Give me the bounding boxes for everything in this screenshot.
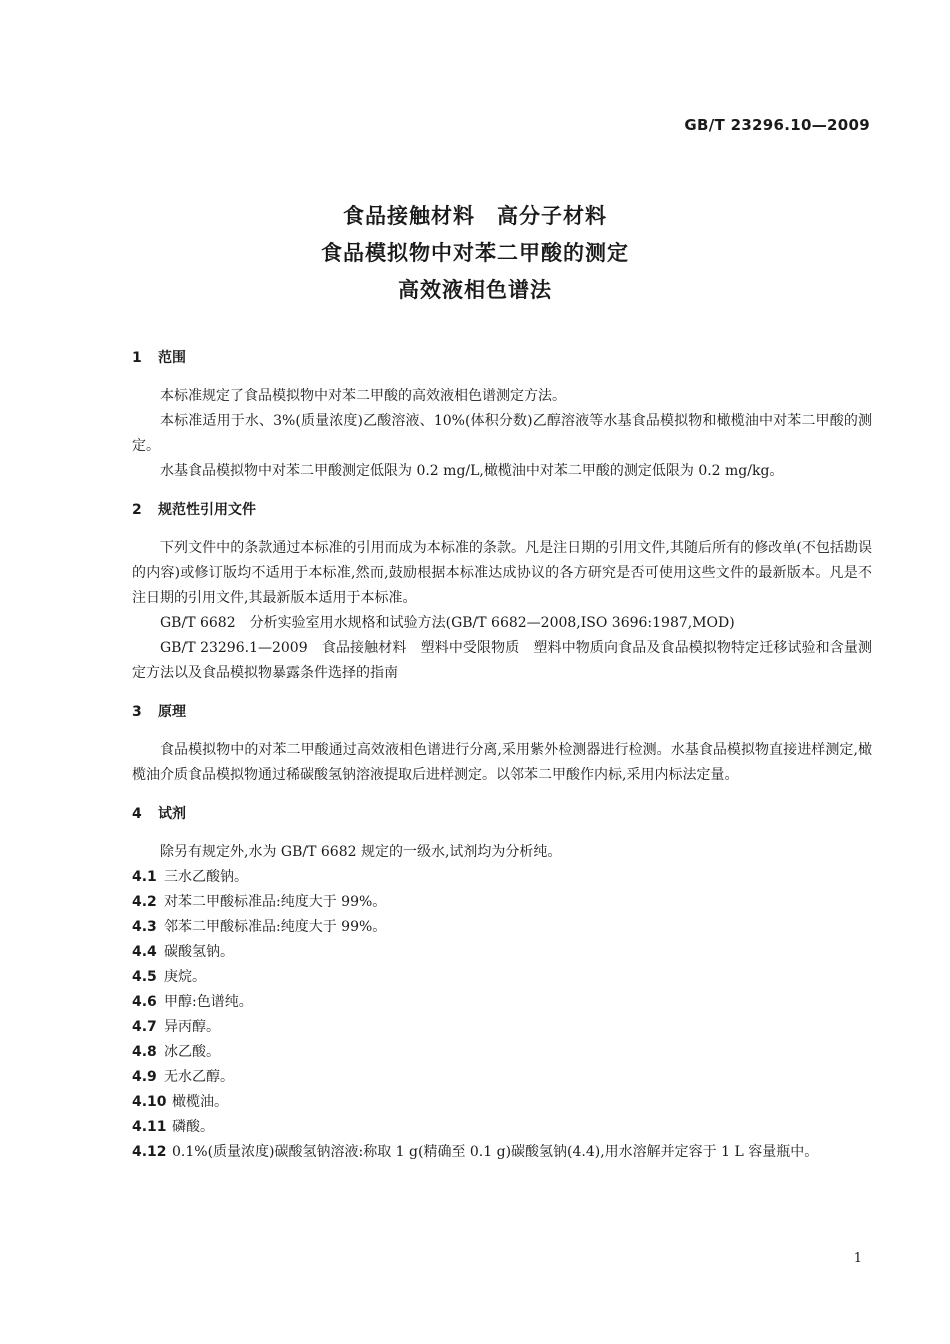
paragraph: 除另有规定外,水为 GB/T 6682 规定的一级水,试剂均为分析纯。 (160, 844, 562, 860)
item-number: 4.8 (132, 1044, 157, 1060)
item-number: 4.10 (132, 1094, 167, 1110)
item-number: 4.9 (132, 1069, 157, 1085)
item-number: 4.6 (132, 994, 157, 1010)
list-item (132, 990, 872, 1015)
list-item (132, 890, 872, 915)
title-line-2: 食品模拟物中对苯二甲酸的测定 (321, 241, 629, 265)
item-text: 邻苯二甲酸标准品:纯度大于 99%。 (164, 919, 387, 935)
paragraph: 本标准适用于水、3%(质量浓度)乙酸溶液、10%(体积分数)乙醇溶液等水基食品模拟物和橄榄油中对苯二甲酸的测定。 (132, 413, 872, 454)
title-line-3: 高效液相色谱法 (398, 278, 552, 302)
item-text: 庚烷。 (164, 969, 206, 985)
section-title: 试剂 (158, 806, 186, 822)
list-item (132, 1090, 872, 1115)
section-number: 1 (132, 350, 142, 366)
list-item (132, 965, 872, 990)
reference-entry: GB/T 23296.1—2009 食品接触材料 塑料中受限物质 塑料中物质向食品及食品模拟物特定迁移试验和含量测定方法以及食品模拟物暴露条件选择的指南 (132, 640, 872, 681)
list-item (132, 940, 872, 965)
list-item (132, 1015, 872, 1040)
item-number: 4.2 (132, 894, 157, 910)
item-text: 无水乙醇。 (164, 1069, 234, 1085)
item-text: 碳酸氢钠。 (164, 944, 234, 960)
section-number: 4 (132, 806, 142, 822)
item-text: 0.1%(质量浓度)碳酸氢钠溶液:称取 1 g(精确至 0.1 g)碳酸氢钠(4.4),用水溶解并定容于 1 L 容量瓶中。 (172, 1144, 819, 1160)
item-text: 三水乙酸钠。 (164, 869, 248, 885)
item-text: 对苯二甲酸标准品:纯度大于 99%。 (164, 894, 387, 910)
document-title (0, 198, 950, 309)
item-text: 冰乙酸。 (164, 1044, 220, 1060)
page-number: 1 (853, 1251, 862, 1266)
section-title: 范围 (158, 350, 186, 366)
section-title: 规范性引用文件 (158, 502, 256, 518)
document-body (132, 346, 872, 1165)
title-line-1: 食品接触材料 高分子材料 (343, 204, 607, 228)
item-text: 磷酸。 (172, 1119, 214, 1135)
list-item (132, 1115, 872, 1140)
section-title: 原理 (158, 704, 186, 720)
paragraph: 水基食品模拟物中对苯二甲酸测定低限为 0.2 mg/L,橄榄油中对苯二甲酸的测定低限为 0.2 mg/kg。 (160, 463, 784, 479)
item-number: 4.3 (132, 919, 157, 935)
item-number: 4.7 (132, 1019, 157, 1035)
item-number: 4.12 (132, 1144, 167, 1160)
standard-code: GB/T 23296.10—2009 (684, 116, 870, 134)
list-item (132, 1065, 872, 1090)
item-text: 橄榄油。 (172, 1094, 228, 1110)
paragraph: 本标准规定了食品模拟物中对苯二甲酸的高效液相色谱测定方法。 (160, 388, 566, 404)
list-item (132, 915, 872, 940)
item-number: 4.1 (132, 869, 157, 885)
item-text: 甲醇:色谱纯。 (164, 994, 253, 1010)
list-item (132, 865, 872, 890)
item-number: 4.11 (132, 1119, 167, 1135)
section-heading-principle (132, 700, 872, 725)
section-heading-scope (132, 346, 872, 371)
section-number: 2 (132, 502, 142, 518)
section-heading-reagents (132, 802, 872, 827)
paragraph: 食品模拟物中的对苯二甲酸通过高效液相色谱进行分离,采用紫外检测器进行检测。水基食品模拟物直接进样测定,橄榄油介质食品模拟物通过稀碳酸氢钠溶液提取后进样测定。以邻苯二甲酸作内标,采用内标法定量。 (132, 742, 872, 783)
list-item (132, 1140, 872, 1165)
item-text: 异丙醇。 (164, 1019, 220, 1035)
reference-entry: GB/T 6682 分析实验室用水规格和试验方法(GB/T 6682—2008,ISO 3696:1987,MOD) (160, 615, 735, 631)
item-number: 4.5 (132, 969, 157, 985)
section-heading-normative-references (132, 498, 872, 523)
paragraph: 下列文件中的条款通过本标准的引用而成为本标准的条款。凡是注日期的引用文件,其随后所有的修改单(不包括勘误的内容)或修订版均不适用于本标准,然而,鼓励根据本标准达成协议的各方研究是否可使用这些文件的最新版本。凡是不注日期的引用文件,其最新版本适用于本标准。 (132, 540, 872, 606)
list-item (132, 1040, 872, 1065)
section-number: 3 (132, 704, 142, 720)
item-number: 4.4 (132, 944, 157, 960)
